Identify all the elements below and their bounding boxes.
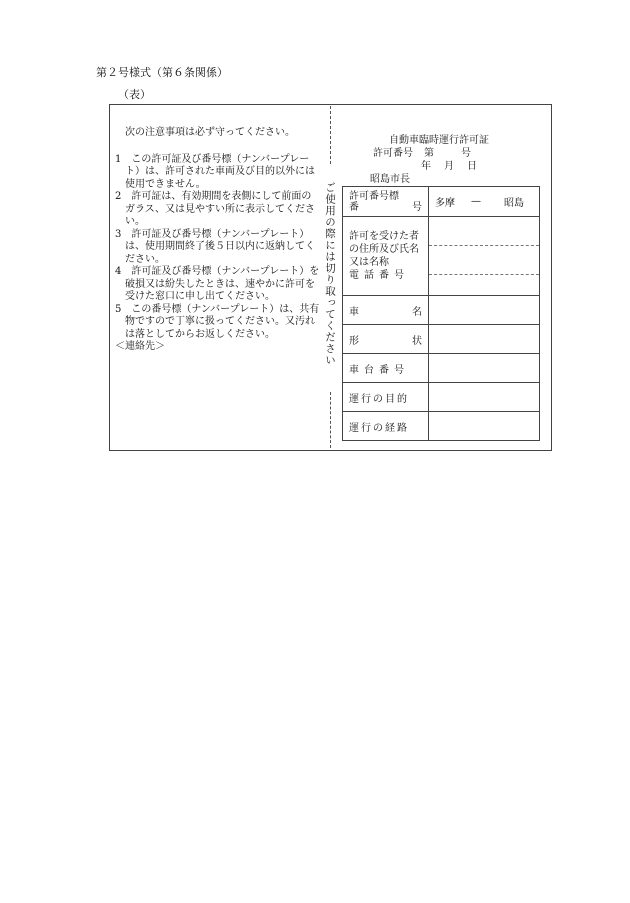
- notice-item-text: 許可証及び番号標（ナンバープレート）は、使用期間終了後５日以内に返納してください。: [125, 228, 315, 265]
- phone-field: [429, 274, 539, 295]
- table-row: [343, 354, 540, 383]
- car-name-value: [429, 296, 540, 325]
- permit-number-go: 号: [461, 148, 471, 159]
- holder-value-cell: [429, 217, 540, 296]
- car-name-a: 車: [349, 306, 359, 318]
- purpose-value: [429, 383, 540, 412]
- notice-list: [115, 154, 320, 342]
- permit-table: [342, 186, 540, 441]
- plate-label-cell: [343, 187, 429, 217]
- plate-dash: —: [471, 196, 481, 207]
- plate-label-go: 号: [412, 201, 422, 213]
- notice-item: [115, 191, 320, 229]
- permit-number-prefix: 許可番号: [373, 148, 413, 159]
- shape-b: 状: [412, 335, 422, 347]
- holder-label: 許可を受けた者の住所及び氏名又は名称: [349, 231, 419, 268]
- holder-label-cell: [343, 217, 429, 296]
- address-field: [429, 217, 539, 245]
- notice-section: [115, 127, 320, 354]
- table-row: [343, 296, 540, 325]
- notice-item-number: 1: [115, 153, 122, 165]
- name-field: [429, 245, 539, 274]
- route-label: 運行の経路: [343, 412, 429, 441]
- cut-instruction: ご使用の際には切り取ってください: [324, 182, 336, 366]
- plate-region: 多摩: [435, 198, 455, 209]
- table-row: [343, 325, 540, 354]
- route-value: [429, 412, 540, 441]
- cut-line-bottom: [330, 392, 331, 448]
- side-label: （表）: [118, 88, 151, 101]
- date-month: 月: [444, 161, 454, 172]
- phone-label: 電話番号: [349, 270, 409, 281]
- notice-item-number: 3: [115, 228, 122, 240]
- plate-city: 昭島: [504, 198, 524, 209]
- contact-label: ＜連絡先＞: [115, 341, 165, 352]
- plate-label-line1: 許可番号標: [349, 190, 399, 202]
- notice-item: [115, 154, 320, 192]
- chassis-value: [429, 354, 540, 383]
- date-year: 年: [421, 161, 431, 172]
- shape-value: [429, 325, 540, 354]
- notice-item: [115, 266, 320, 304]
- permit-date-line: [421, 161, 477, 173]
- form-number: 第２号様式（第６条関係）: [96, 66, 228, 79]
- cut-line-top: [330, 106, 331, 164]
- notice-item-number: 2: [115, 191, 122, 202]
- notice-item-text: この番号標（ナンバープレート）は、共有物ですので丁寧に扱ってください。又汚れは落としてからお返しください。: [125, 303, 320, 340]
- table-row: [343, 383, 540, 412]
- car-name-b: 名: [412, 306, 422, 318]
- notice-item: [115, 304, 320, 342]
- permit-number-dai: 第: [424, 148, 434, 159]
- car-name-label-cell: [343, 296, 429, 325]
- table-row: [343, 217, 540, 296]
- permit-issuer: 昭島市長: [370, 174, 410, 185]
- notice-item: [115, 229, 320, 267]
- plate-value-cell: [429, 187, 540, 217]
- permit-number-line: [373, 148, 471, 160]
- notice-item-text: この許可証及び番号標（ナンバープレート）は、許可された車両及び目的以外には使用できません。: [125, 153, 315, 190]
- notice-item-number: 5: [115, 303, 122, 315]
- shape-label-cell: [343, 325, 429, 354]
- permit-title: 自動車臨時運行許可証: [389, 135, 489, 146]
- notice-item-text: 許可証は、有効期間を表側にして前面のガラス、又は見やすい所に表示してください。: [125, 191, 315, 227]
- plate-label-ban: 番: [349, 201, 359, 213]
- notice-item-text: 許可証及び番号標（ナンバープレート）を破損又は紛失したときは、速やかに許可を受けた窓口に申し出てください。: [125, 266, 320, 302]
- table-row: [343, 187, 540, 217]
- chassis-label: 車台番号: [343, 354, 429, 383]
- date-day: 日: [467, 161, 477, 172]
- notice-intro: 次の注意事項は必ず守ってください。: [125, 127, 295, 138]
- table-row: [343, 412, 540, 441]
- notice-item-number: 4: [115, 266, 122, 277]
- shape-a: 形: [349, 335, 359, 347]
- purpose-label: 運行の目的: [343, 383, 429, 412]
